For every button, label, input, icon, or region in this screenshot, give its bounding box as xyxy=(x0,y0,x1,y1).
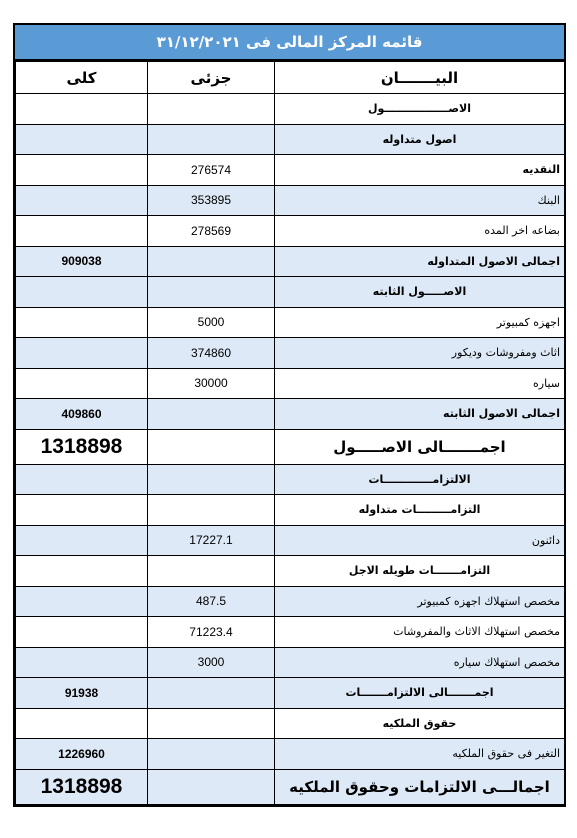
partial-cell xyxy=(148,678,275,709)
partial-cell xyxy=(148,246,275,277)
total-cell xyxy=(16,94,148,125)
partial-cell xyxy=(148,769,275,804)
partial-cell: 3000 xyxy=(148,647,275,678)
table-row xyxy=(16,429,565,464)
table-row xyxy=(16,739,565,770)
total-cell: 1226960 xyxy=(16,739,148,770)
table-row xyxy=(16,769,565,804)
partial-cell: 278569 xyxy=(148,216,275,247)
total-cell: 409860 xyxy=(16,399,148,430)
description-cell: التغير فى حقوق الملكيه xyxy=(275,739,565,770)
partial-cell xyxy=(148,708,275,739)
partial-cell: 5000 xyxy=(148,307,275,338)
header-partial: جزئى xyxy=(148,62,275,94)
total-cell xyxy=(16,338,148,369)
description-cell: اجمالـــى الالتزامات وحقوق الملكيه xyxy=(275,769,565,804)
partial-cell xyxy=(148,429,275,464)
balance-sheet xyxy=(13,23,566,807)
total-cell xyxy=(16,617,148,648)
description-cell: الاصـــــــــــــــــول xyxy=(275,94,565,125)
description-cell: اصول متداوله xyxy=(275,124,565,155)
total-cell xyxy=(16,647,148,678)
partial-cell xyxy=(148,399,275,430)
total-cell xyxy=(16,185,148,216)
table-row xyxy=(16,307,565,338)
description-cell: النقديه xyxy=(275,155,565,186)
table-row xyxy=(16,155,565,186)
description-cell: دائنون xyxy=(275,525,565,556)
partial-cell xyxy=(148,94,275,125)
partial-cell: 487.5 xyxy=(148,586,275,617)
partial-cell: 353895 xyxy=(148,185,275,216)
table-row xyxy=(16,368,565,399)
description-cell: الاصـــــول الثابته xyxy=(275,277,565,308)
total-cell xyxy=(16,556,148,587)
total-cell: 909038 xyxy=(16,246,148,277)
total-cell: 1318898 xyxy=(16,769,148,804)
header-row xyxy=(16,62,565,94)
table-row xyxy=(16,678,565,709)
table-row xyxy=(16,464,565,495)
partial-cell xyxy=(148,495,275,526)
description-cell: اجمـــــــالى الالتزامـــــــات xyxy=(275,678,565,709)
table-row xyxy=(16,338,565,369)
table-row xyxy=(16,586,565,617)
total-cell xyxy=(16,124,148,155)
description-cell: حقوق الملكيه xyxy=(275,708,565,739)
balance-table xyxy=(15,61,565,805)
description-cell: اجهزه كمبيوتر xyxy=(275,307,565,338)
sheet-title: قائمه المركز المالى فى ٣١/١٢/٢٠٢١ xyxy=(15,25,564,61)
partial-cell xyxy=(148,277,275,308)
table-row xyxy=(16,399,565,430)
total-cell xyxy=(16,155,148,186)
total-cell xyxy=(16,307,148,338)
total-cell xyxy=(16,464,148,495)
table-row xyxy=(16,525,565,556)
total-cell xyxy=(16,525,148,556)
description-cell: اجمـــــــالى الاصـــــول xyxy=(275,429,565,464)
total-cell xyxy=(16,586,148,617)
description-cell: التزامـــــــــات متداوله xyxy=(275,495,565,526)
partial-cell: 30000 xyxy=(148,368,275,399)
partial-cell: 276574 xyxy=(148,155,275,186)
total-cell: 1318898 xyxy=(16,429,148,464)
description-cell: مخصص استهلاك اجهزه كمبيوتر xyxy=(275,586,565,617)
description-cell: اثاث ومفروشات وديكور xyxy=(275,338,565,369)
partial-cell xyxy=(148,464,275,495)
table-row xyxy=(16,124,565,155)
header-total: كلى xyxy=(16,62,148,94)
description-cell: سياره xyxy=(275,368,565,399)
total-cell xyxy=(16,277,148,308)
header-description: البيـــــــان xyxy=(275,62,565,94)
total-cell xyxy=(16,216,148,247)
total-cell xyxy=(16,708,148,739)
description-cell: بضاعه اخر المده xyxy=(275,216,565,247)
table-row xyxy=(16,216,565,247)
description-cell: التزامـــــــات طويله الاجل xyxy=(275,556,565,587)
description-cell: اجمالى الاصول الثابته xyxy=(275,399,565,430)
total-cell: 91938 xyxy=(16,678,148,709)
table-row xyxy=(16,708,565,739)
table-row xyxy=(16,277,565,308)
partial-cell xyxy=(148,739,275,770)
description-cell: البنك xyxy=(275,185,565,216)
description-cell: اجمالى الاصول المتداوله xyxy=(275,246,565,277)
table-row xyxy=(16,647,565,678)
partial-cell: 71223.4 xyxy=(148,617,275,648)
partial-cell: 17227.1 xyxy=(148,525,275,556)
description-cell: مخصص استهلاك سياره xyxy=(275,647,565,678)
table-row xyxy=(16,495,565,526)
table-row xyxy=(16,556,565,587)
total-cell xyxy=(16,368,148,399)
table-row xyxy=(16,94,565,125)
partial-cell xyxy=(148,124,275,155)
description-cell: الالتزامـــــــــــــات xyxy=(275,464,565,495)
partial-cell xyxy=(148,556,275,587)
partial-cell: 374860 xyxy=(148,338,275,369)
table-row xyxy=(16,246,565,277)
table-row xyxy=(16,617,565,648)
description-cell: مخصص استهلاك الاثاث والمفروشات xyxy=(275,617,565,648)
table-row xyxy=(16,185,565,216)
total-cell xyxy=(16,495,148,526)
